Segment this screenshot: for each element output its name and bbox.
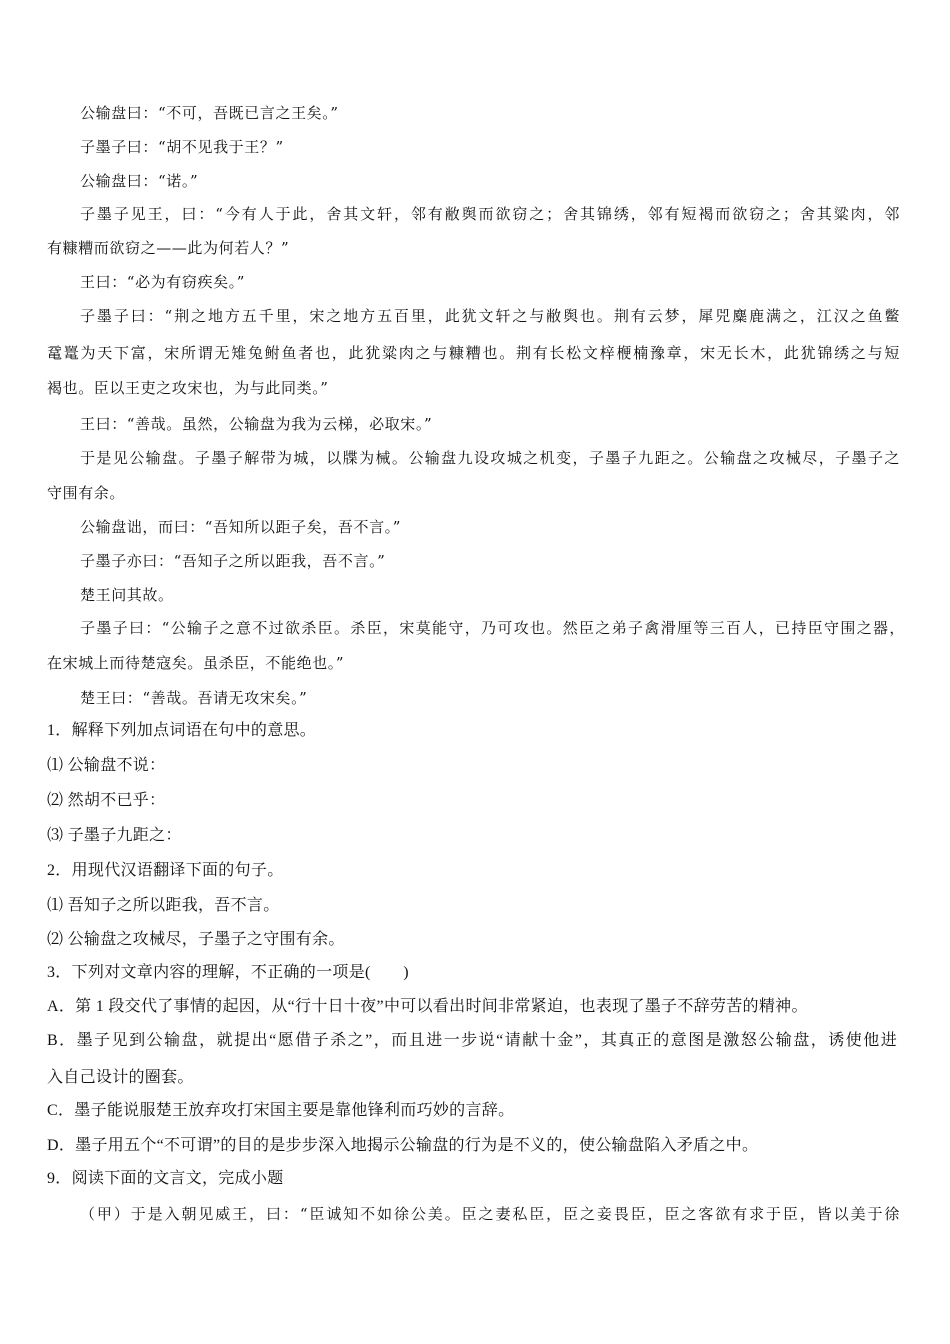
passage-line-4: 子墨子见王，曰：“今有人于此，舍其文轩，邻有敝舆而欲窃之；舍其锦绣，邻有短褐而欲窃之；舍其粱肉，邻 [80, 205, 900, 223]
passage-line-17: 在宋城上而待楚寇矣。虽杀臣，不能绝也。” [47, 654, 345, 672]
question-3-option-b-cont: 入自己设计的圈套。 [47, 1069, 194, 1086]
passage-line-11: 于是见公输盘。子墨子解带为城，以牒为械。公输盘九设攻城之机变，子墨子九距之。公输盘之攻械尽，子墨子之 [80, 449, 900, 467]
passage-line-13: 公输盘诎，而曰：“吾知所以距子矣，吾不言。” [80, 518, 402, 536]
question-2-item-1: ⑴ 吾知子之所以距我，吾不言。 [47, 897, 280, 914]
question-1-item-2: ⑵ 然胡不已乎： [47, 792, 166, 809]
passage-line-7: 子墨子曰：“荆之地方五千里，宋之地方五百里，此犹文轩之与敝舆也。荆有云梦，犀兕麋鹿满之，江汉之鱼鳖 [80, 307, 900, 325]
question-3-option-c: C．墨子能说服楚王放弃攻打宋国主要是靠他锋利而巧妙的言辞。 [47, 1102, 515, 1119]
question-3-option-a: A．第 1 段交代了事情的起因，从“行十日十夜”中可以看出时间非常紧迫，也表现了墨子不辞劳苦的精神。 [47, 998, 808, 1015]
question-9-stem: 9．阅读下面的文言文，完成小题 [47, 1170, 284, 1187]
question-3-option-d: D．墨子用五个“不可谓”的目的是步步深入地揭示公输盘的行为是不义的，使公输盘陷入矛盾之中。 [47, 1137, 759, 1154]
passage-line-5: 有糠糟而欲窃之——此为何若人？” [47, 239, 290, 257]
question-1-item-3: ⑶ 子墨子九距之： [47, 827, 182, 844]
question-1-item-1: ⑴ 公输盘不说： [47, 757, 166, 774]
question-2-stem: 2．用现代汉语翻译下面的句子。 [47, 862, 284, 879]
question-3-option-b: B．墨子见到公输盘，就提出“愿借子杀之”，而且进一步说“请献十金”，其真正的意图是激怒公输盘，诱使他进 [47, 1032, 897, 1049]
question-2-item-2: ⑵ 公输盘之攻械尽，子墨子之守围有余。 [47, 931, 345, 948]
next-passage-line-1: （甲）于是入朝见威王，曰：“臣诚知不如徐公美。臣之妻私臣，臣之妾畏臣，臣之客欲有求于臣，皆以美于徐 [80, 1205, 900, 1223]
passage-line-2: 子墨子曰：“胡不见我于王？” [80, 138, 284, 156]
passage-line-8: 鼋鼍为天下富，宋所谓无雉兔鲋鱼者也，此犹粱肉之与糠糟也。荆有长松文梓楩楠豫章，宋无长木，此犹锦绣之与短 [47, 344, 900, 362]
passage-line-9: 褐也。臣以王吏之攻宋也，为与此同类。” [47, 379, 329, 397]
passage-line-10: 王曰：“善哉。虽然，公输盘为我为云梯，必取宋。” [80, 415, 433, 433]
passage-line-14: 子墨子亦曰：“吾知子之所以距我，吾不言。” [80, 552, 386, 570]
passage-line-16: 子墨子曰：“公输子之意不过欲杀臣。杀臣，宋莫能守，乃可攻也。然臣之弟子禽滑厘等三百人，已持臣守围之器， [80, 619, 905, 637]
passage-line-12: 守围有余。 [47, 484, 126, 502]
question-1-stem: 1．解释下列加点词语在句中的意思。 [47, 722, 317, 739]
passage-line-1: 公输盘曰：“不可，吾既已言之王矣。” [80, 104, 339, 122]
question-3-stem: 3．下列对文章内容的理解，不正确的一项是( ) [47, 964, 409, 981]
passage-line-3: 公输盘曰：“诺。” [80, 172, 199, 190]
passage-line-6: 王曰：“必为有窃疾矣。” [80, 273, 246, 291]
passage-line-15: 楚王问其故。 [80, 586, 174, 604]
passage-line-18: 楚王曰：“善哉。吾请无攻宋矣。” [80, 689, 308, 707]
